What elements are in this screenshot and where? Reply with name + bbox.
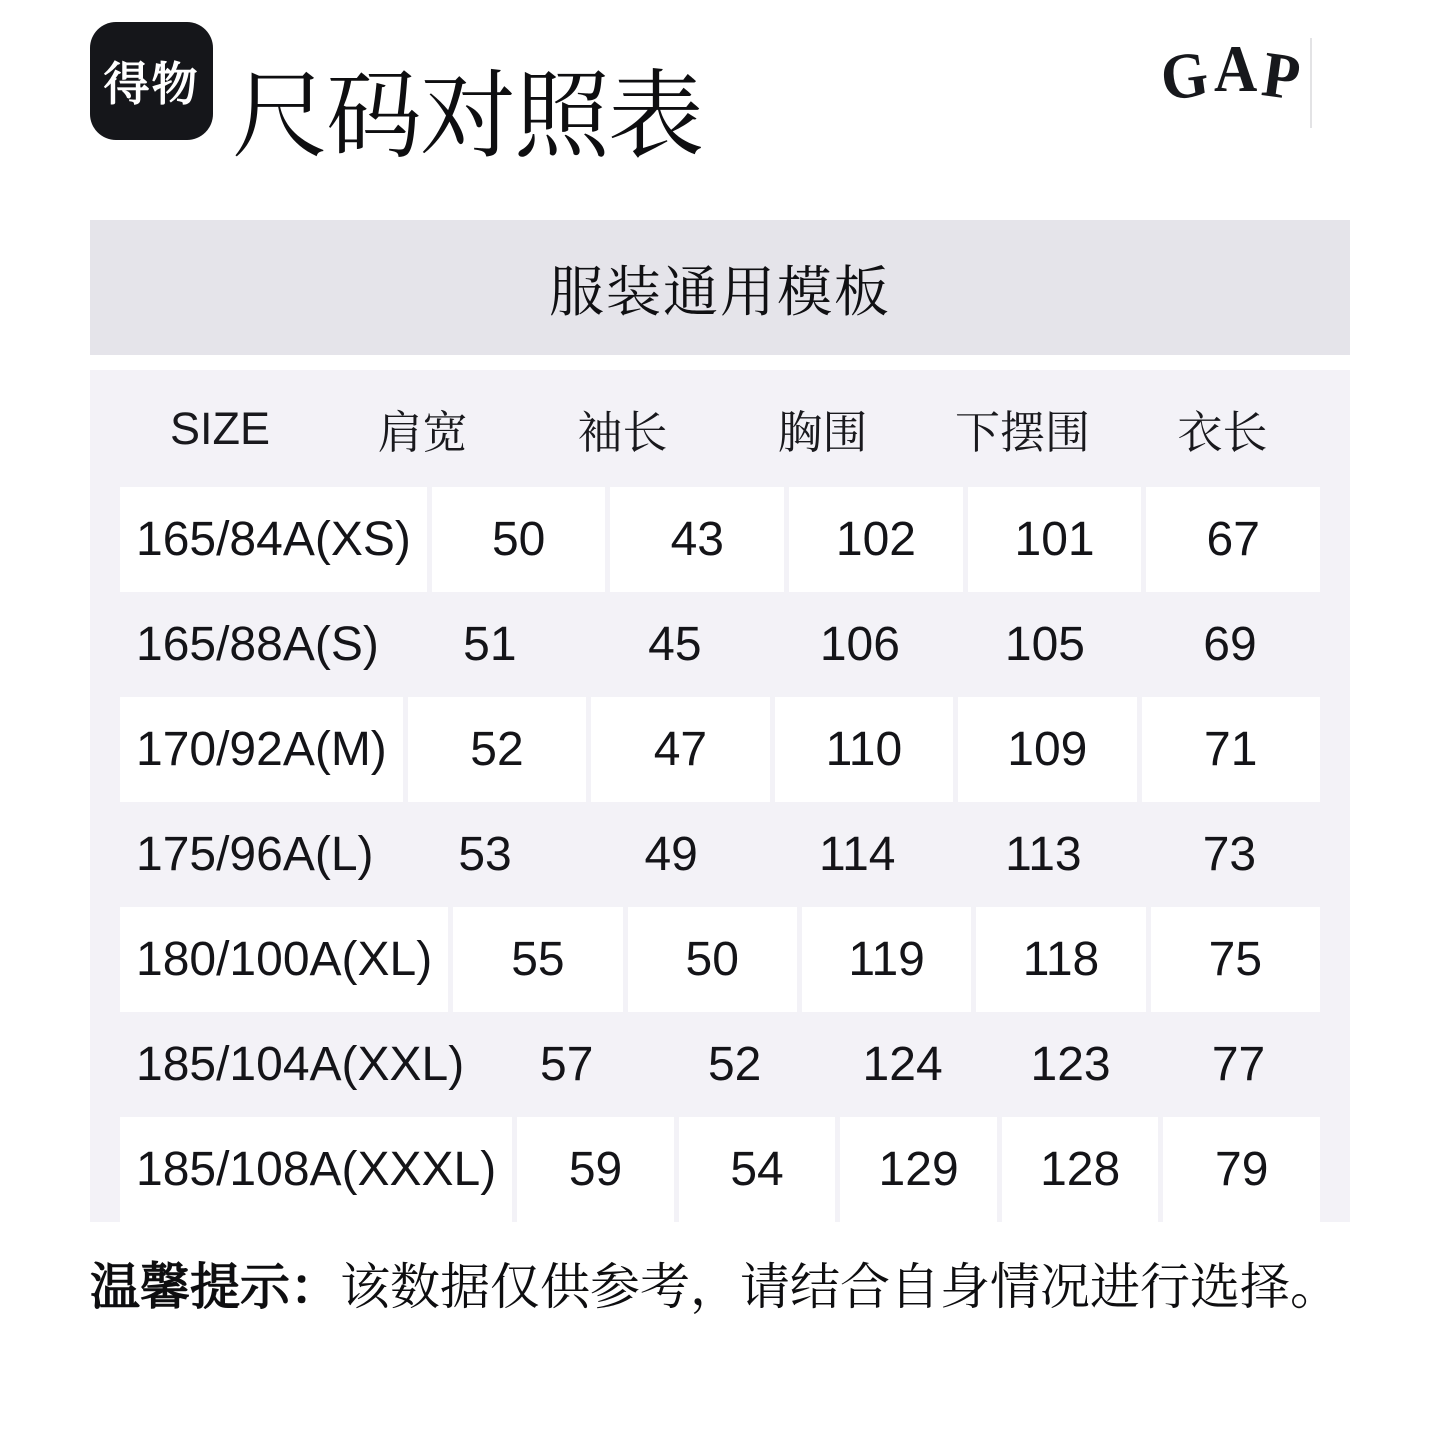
- gap-brand-logo: [1156, 31, 1305, 115]
- size-label: 185/104A(XXL): [136, 1038, 465, 1091]
- measurement-value: 114: [818, 828, 896, 881]
- size-label: 165/88A(S): [136, 618, 379, 671]
- measurement-value: 106: [819, 618, 900, 671]
- measurement-value: 53: [458, 828, 512, 881]
- measurement-value: 52: [707, 1038, 762, 1091]
- size-label: 165/84A(XS): [120, 487, 427, 592]
- note-text: 该数据仅供参考，请结合自身情况进行选择。: [340, 1259, 1340, 1315]
- measurement-value: 101: [968, 487, 1142, 592]
- size-table: [90, 370, 1350, 1222]
- measurement-value: 123: [1030, 1038, 1111, 1091]
- measurement-value: 110: [775, 697, 953, 802]
- measurement-value: 79: [1163, 1117, 1320, 1222]
- dewu-logo-text: 得物: [103, 58, 200, 110]
- measurement-value: 113: [1005, 828, 1082, 881]
- table-row: [120, 1012, 1320, 1117]
- table-row: [120, 697, 1320, 802]
- measurement-value: 50: [628, 907, 797, 1012]
- gap-logo-letter: A: [1214, 31, 1258, 106]
- bottom-note: [90, 1256, 1350, 1319]
- measurement-value: 54: [679, 1117, 836, 1222]
- note-prefix: 温馨提示：: [90, 1259, 340, 1315]
- measurement-value: 49: [644, 828, 698, 881]
- measurement-value: 124: [862, 1038, 943, 1091]
- table-row: [120, 487, 1320, 592]
- gap-logo-letter: P: [1258, 38, 1305, 114]
- table-row: [120, 1117, 1320, 1222]
- template-banner-label: 服装通用模板: [548, 261, 891, 323]
- column-header: 胸围: [777, 407, 868, 458]
- measurement-value: 50: [432, 487, 606, 592]
- measurement-value: 52: [408, 697, 586, 802]
- gap-logo-letter: G: [1156, 37, 1213, 115]
- column-header: 袖长: [577, 407, 668, 458]
- template-banner: [90, 220, 1350, 355]
- measurement-value: 67: [1146, 487, 1320, 592]
- measurement-value: 118: [976, 907, 1145, 1012]
- size-label: 180/100A(XL): [120, 907, 448, 1012]
- measurement-value: 129: [840, 1117, 997, 1222]
- table-row: [120, 907, 1320, 1012]
- measurement-value: 45: [648, 618, 702, 671]
- measurement-value: 71: [1142, 697, 1320, 802]
- measurement-value: 55: [453, 907, 622, 1012]
- measurement-value: 57: [540, 1038, 594, 1091]
- size-label: 185/108A(XXXL): [120, 1117, 512, 1222]
- measurement-value: 51: [463, 618, 517, 671]
- column-header: SIZE: [169, 402, 271, 454]
- measurement-value: 119: [802, 907, 971, 1012]
- measurement-value: 47: [591, 697, 769, 802]
- size-label: 175/96A(L): [136, 828, 374, 881]
- measurement-value: 77: [1211, 1038, 1266, 1091]
- measurement-value: 109: [958, 697, 1136, 802]
- column-header: 下摆围: [954, 407, 1090, 458]
- measurement-value: 102: [789, 487, 963, 592]
- measurement-value: 43: [610, 487, 784, 592]
- size-label: 170/92A(M): [120, 697, 403, 802]
- measurement-value: 59: [517, 1117, 674, 1222]
- measurement-value: 128: [1002, 1117, 1159, 1222]
- measurement-value: 73: [1202, 828, 1257, 881]
- measurement-value: 75: [1151, 907, 1320, 1012]
- dewu-logo: [90, 22, 213, 140]
- measurement-value: 105: [1004, 618, 1085, 671]
- header-divider: [1310, 38, 1312, 128]
- table-header-row: [120, 370, 1320, 487]
- table-row: [120, 592, 1320, 697]
- page-title: 尺码对照表: [232, 63, 702, 170]
- column-header: 衣长: [1177, 407, 1268, 458]
- page-header: [90, 22, 1350, 184]
- table-row: [120, 802, 1320, 907]
- column-header: 肩宽: [377, 407, 468, 458]
- measurement-value: 69: [1203, 618, 1257, 671]
